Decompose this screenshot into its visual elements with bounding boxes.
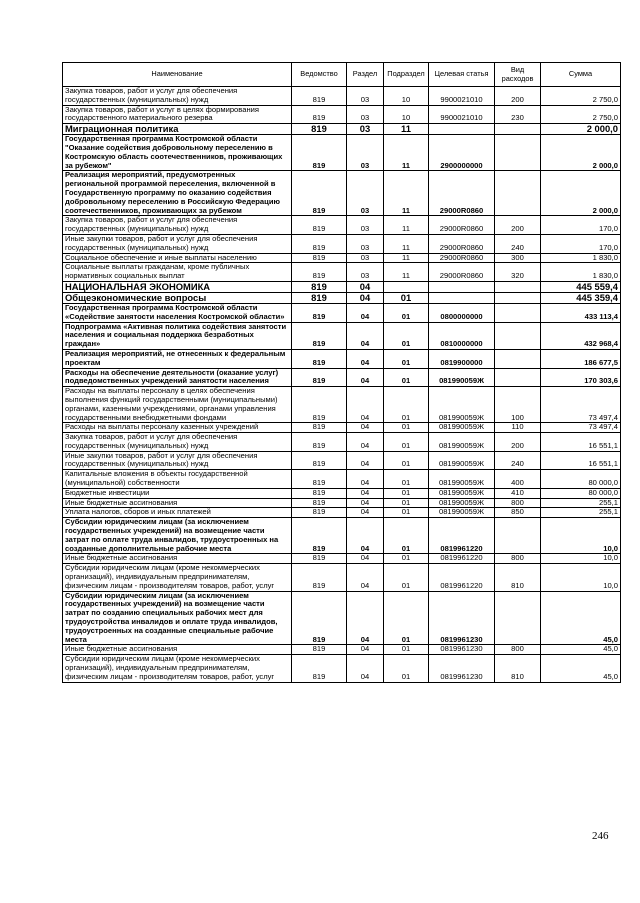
row-amount-cell: 10,0: [541, 564, 621, 591]
table-row: [63, 554, 621, 564]
row-subsection-cell: 01: [384, 655, 429, 682]
row-expense-type-cell: [495, 518, 541, 554]
row-name-cell: Государственная программа Костромской области «Содействие занятости населения Костромской области»: [63, 303, 292, 322]
row-name-cell: Иные бюджетные ассигнования: [63, 645, 292, 655]
row-subsection-cell: 11: [384, 135, 429, 171]
row-subsection-cell: 11: [384, 216, 429, 235]
row-amount-cell: 445 559,4: [541, 281, 621, 292]
header-department: Ведомство: [292, 63, 347, 87]
row-subsection-cell: 01: [384, 498, 429, 508]
row-section-cell: 03: [347, 87, 384, 106]
row-expense-type-cell: 240: [495, 451, 541, 470]
header-name: Наименование: [63, 63, 292, 87]
row-section-cell: 03: [347, 216, 384, 235]
row-department-cell: 819: [292, 451, 347, 470]
row-department-cell: 819: [292, 387, 347, 423]
row-subsection-cell: 01: [384, 518, 429, 554]
table-row: [63, 263, 621, 282]
header-target-article: Целевая статья: [429, 63, 495, 87]
row-expense-type-cell: 240: [495, 234, 541, 253]
row-name-cell: Закупка товаров, работ и услуг для обеспечения государственных (муниципальных) нужд: [63, 433, 292, 452]
row-target-article-cell: 0819961220: [429, 518, 495, 554]
table-row: [63, 171, 621, 216]
row-subsection-cell: 11: [384, 263, 429, 282]
row-amount-cell: 255,1: [541, 508, 621, 518]
table-row: [63, 470, 621, 489]
row-expense-type-cell: 300: [495, 253, 541, 263]
table-row: [63, 508, 621, 518]
row-target-article-cell: 081990059Ж: [429, 498, 495, 508]
row-subsection-cell: 01: [384, 591, 429, 645]
row-expense-type-cell: 110: [495, 423, 541, 433]
row-expense-type-cell: 320: [495, 263, 541, 282]
row-department-cell: 819: [292, 470, 347, 489]
row-name-cell: Расходы на выплаты персоналу в целях обеспечения выполнения функций государственными (муниципальными) органами, казенными учреждениями, органами управления государственными внебюджетными фондами: [63, 387, 292, 423]
row-department-cell: 819: [292, 135, 347, 171]
table-row: [63, 216, 621, 235]
row-expense-type-cell: [495, 171, 541, 216]
row-name-cell: Реализация мероприятий, предусмотренных региональной программой переселения, включенной в Государственную программу по оказанию содействия добровольному переселению в Российскую Федерацию соотечественников, проживающих за рубежом: [63, 171, 292, 216]
row-section-cell: 03: [347, 124, 384, 135]
row-subsection-cell: 01: [384, 322, 429, 349]
row-amount-cell: 2 000,0: [541, 171, 621, 216]
row-section-cell: 04: [347, 518, 384, 554]
row-section-cell: 04: [347, 292, 384, 303]
row-expense-type-cell: 800: [495, 645, 541, 655]
row-name-cell: Реализация мероприятий, не отнесенных к федеральным проектам: [63, 349, 292, 368]
row-section-cell: 03: [347, 263, 384, 282]
row-name-cell: Подпрограмма «Активная политика содействия занятости населения и социальная поддержка безработных граждан»: [63, 322, 292, 349]
row-amount-cell: 170,0: [541, 216, 621, 235]
row-section-cell: 03: [347, 135, 384, 171]
row-section-cell: 03: [347, 234, 384, 253]
table-row: [63, 322, 621, 349]
row-department-cell: 819: [292, 645, 347, 655]
row-expense-type-cell: 230: [495, 105, 541, 124]
row-target-article-cell: [429, 292, 495, 303]
row-expense-type-cell: 200: [495, 433, 541, 452]
row-expense-type-cell: 100: [495, 387, 541, 423]
row-subsection-cell: 01: [384, 508, 429, 518]
row-expense-type-cell: [495, 591, 541, 645]
row-expense-type-cell: [495, 303, 541, 322]
row-department-cell: 819: [292, 655, 347, 682]
row-target-article-cell: 0819961220: [429, 564, 495, 591]
table-row: [63, 135, 621, 171]
row-department-cell: 819: [292, 87, 347, 106]
row-subsection-cell: 01: [384, 433, 429, 452]
row-name-cell: Субсидии юридическим лицам (за исключением государственных учреждений) на возмещение части затрат по оплате труда инвалидов, трудоустроенных на созданные дополнительные рабочие места: [63, 518, 292, 554]
row-name-cell: Социальные выплаты гражданам, кроме публичных нормативных социальных выплат: [63, 263, 292, 282]
row-target-article-cell: 29000R0860: [429, 253, 495, 263]
row-subsection-cell: 01: [384, 292, 429, 303]
row-expense-type-cell: 200: [495, 216, 541, 235]
row-subsection-cell: 01: [384, 564, 429, 591]
row-amount-cell: 73 497,4: [541, 387, 621, 423]
row-name-cell: НАЦИОНАЛЬНАЯ ЭКОНОМИКА: [63, 281, 292, 292]
row-target-article-cell: 29000R0860: [429, 234, 495, 253]
table-row: [63, 124, 621, 135]
row-department-cell: 819: [292, 591, 347, 645]
row-subsection-cell: 11: [384, 124, 429, 135]
table-row: [63, 105, 621, 124]
row-name-cell: Бюджетные инвестиции: [63, 488, 292, 498]
row-department-cell: 819: [292, 124, 347, 135]
row-target-article-cell: 0819900000: [429, 349, 495, 368]
row-amount-cell: 1 830,0: [541, 253, 621, 263]
row-name-cell: Общеэкономические вопросы: [63, 292, 292, 303]
row-amount-cell: 1 830,0: [541, 263, 621, 282]
row-amount-cell: 80 000,0: [541, 470, 621, 489]
row-expense-type-cell: [495, 135, 541, 171]
row-expense-type-cell: 800: [495, 498, 541, 508]
header-expense-type: Вид расходов: [495, 63, 541, 87]
row-amount-cell: 10,0: [541, 518, 621, 554]
row-department-cell: 819: [292, 554, 347, 564]
row-department-cell: 819: [292, 263, 347, 282]
budget-table-sheet: [62, 62, 620, 683]
table-row: [63, 281, 621, 292]
row-subsection-cell: 11: [384, 253, 429, 263]
row-name-cell: Иные бюджетные ассигнования: [63, 498, 292, 508]
row-name-cell: Субсидии юридическим лицам (кроме некоммерческих организаций), индивидуальным предпринимателям, физическим лицам - производителям товаров, работ, услуг: [63, 655, 292, 682]
row-section-cell: 04: [347, 387, 384, 423]
row-expense-type-cell: [495, 124, 541, 135]
row-department-cell: 819: [292, 518, 347, 554]
header-amount: Сумма: [541, 63, 621, 87]
table-row: [63, 433, 621, 452]
row-amount-cell: 16 551,1: [541, 451, 621, 470]
row-target-article-cell: 0819961230: [429, 655, 495, 682]
table-row: [63, 253, 621, 263]
table-body: [63, 87, 621, 683]
row-target-article-cell: 081990059Ж: [429, 451, 495, 470]
row-department-cell: 819: [292, 564, 347, 591]
row-name-cell: Социальное обеспечение и иные выплаты населению: [63, 253, 292, 263]
row-department-cell: 819: [292, 281, 347, 292]
row-section-cell: 03: [347, 105, 384, 124]
row-department-cell: 819: [292, 105, 347, 124]
row-department-cell: 819: [292, 216, 347, 235]
row-expense-type-cell: 410: [495, 488, 541, 498]
row-department-cell: 819: [292, 433, 347, 452]
table-row: [63, 387, 621, 423]
row-amount-cell: 16 551,1: [541, 433, 621, 452]
row-amount-cell: 170 303,6: [541, 368, 621, 387]
header-section: Раздел: [347, 63, 384, 87]
row-department-cell: 819: [292, 349, 347, 368]
row-section-cell: 04: [347, 488, 384, 498]
row-target-article-cell: 29000R0860: [429, 171, 495, 216]
row-name-cell: Закупка товаров, работ и услуг для обеспечения государственных (муниципальных) нужд: [63, 87, 292, 106]
row-amount-cell: 170,0: [541, 234, 621, 253]
row-name-cell: Государственная программа Костромской области "Оказание содействия добровольному переселению в Костромскую область соотечественников, проживающих за рубежом": [63, 135, 292, 171]
row-target-article-cell: 081990059Ж: [429, 423, 495, 433]
row-subsection-cell: 10: [384, 105, 429, 124]
row-name-cell: Расходы на выплаты персоналу казенных учреждений: [63, 423, 292, 433]
row-department-cell: 819: [292, 423, 347, 433]
page-number: 246: [592, 830, 609, 842]
row-name-cell: Миграционная политика: [63, 124, 292, 135]
row-target-article-cell: 9900021010: [429, 105, 495, 124]
table-row: [63, 645, 621, 655]
row-section-cell: 04: [347, 451, 384, 470]
row-amount-cell: 2 750,0: [541, 87, 621, 106]
row-department-cell: 819: [292, 322, 347, 349]
row-amount-cell: 186 677,5: [541, 349, 621, 368]
row-amount-cell: 10,0: [541, 554, 621, 564]
row-department-cell: 819: [292, 253, 347, 263]
row-department-cell: 819: [292, 292, 347, 303]
row-target-article-cell: 081990059Ж: [429, 368, 495, 387]
row-amount-cell: 80 000,0: [541, 488, 621, 498]
row-name-cell: Иные бюджетные ассигнования: [63, 554, 292, 564]
row-department-cell: 819: [292, 368, 347, 387]
row-target-article-cell: [429, 281, 495, 292]
row-subsection-cell: 01: [384, 554, 429, 564]
row-amount-cell: 2 000,0: [541, 135, 621, 171]
row-target-article-cell: 2900000000: [429, 135, 495, 171]
table-row: [63, 234, 621, 253]
row-amount-cell: 45,0: [541, 655, 621, 682]
row-name-cell: Расходы на обеспечение деятельности (оказание услуг) подведомственных учреждений занятости населения: [63, 368, 292, 387]
table-row: [63, 564, 621, 591]
row-target-article-cell: 0819961230: [429, 591, 495, 645]
row-target-article-cell: 081990059Ж: [429, 387, 495, 423]
row-expense-type-cell: 400: [495, 470, 541, 489]
row-amount-cell: 445 359,4: [541, 292, 621, 303]
header-subsection: Подраздел: [384, 63, 429, 87]
row-department-cell: 819: [292, 303, 347, 322]
row-expense-type-cell: 850: [495, 508, 541, 518]
table-header-row: [63, 63, 621, 87]
row-name-cell: Закупка товаров, работ и услуг для обеспечения государственных (муниципальных) нужд: [63, 216, 292, 235]
row-department-cell: 819: [292, 171, 347, 216]
row-subsection-cell: 01: [384, 368, 429, 387]
row-target-article-cell: 29000R0860: [429, 216, 495, 235]
row-subsection-cell: 01: [384, 303, 429, 322]
row-subsection-cell: 01: [384, 488, 429, 498]
row-subsection-cell: 01: [384, 423, 429, 433]
row-subsection-cell: 10: [384, 87, 429, 106]
row-amount-cell: 73 497,4: [541, 423, 621, 433]
row-department-cell: 819: [292, 234, 347, 253]
row-target-article-cell: 081990059Ж: [429, 470, 495, 489]
table-row: [63, 87, 621, 106]
row-department-cell: 819: [292, 488, 347, 498]
row-subsection-cell: 01: [384, 645, 429, 655]
table-row: [63, 303, 621, 322]
row-section-cell: 04: [347, 349, 384, 368]
row-expense-type-cell: [495, 349, 541, 368]
row-section-cell: 04: [347, 281, 384, 292]
row-target-article-cell: 0810000000: [429, 322, 495, 349]
table-row: [63, 655, 621, 682]
row-subsection-cell: 01: [384, 470, 429, 489]
row-section-cell: 04: [347, 645, 384, 655]
row-expense-type-cell: [495, 322, 541, 349]
table-row: [63, 423, 621, 433]
row-expense-type-cell: 810: [495, 564, 541, 591]
row-section-cell: 04: [347, 508, 384, 518]
row-section-cell: 04: [347, 423, 384, 433]
row-target-article-cell: [429, 124, 495, 135]
row-target-article-cell: 081990059Ж: [429, 433, 495, 452]
row-subsection-cell: 01: [384, 451, 429, 470]
row-section-cell: 04: [347, 322, 384, 349]
row-section-cell: 04: [347, 470, 384, 489]
row-amount-cell: 432 968,4: [541, 322, 621, 349]
row-target-article-cell: 0819961220: [429, 554, 495, 564]
row-name-cell: Субсидии юридическим лицам (за исключением государственных учреждений) на возмещение части затрат по созданию специальных рабочих мест для трудоустройства инвалидов и оплате труда инвалидов, трудоустроенных на созданные специальные рабочие места: [63, 591, 292, 645]
row-department-cell: 819: [292, 508, 347, 518]
row-amount-cell: 2 750,0: [541, 105, 621, 124]
row-section-cell: 04: [347, 433, 384, 452]
row-target-article-cell: 0800000000: [429, 303, 495, 322]
row-expense-type-cell: [495, 292, 541, 303]
table-row: [63, 518, 621, 554]
row-section-cell: 04: [347, 368, 384, 387]
row-name-cell: Иные закупки товаров, работ и услуг для обеспечения государственных (муниципальных) нужд: [63, 451, 292, 470]
table-row: [63, 349, 621, 368]
row-section-cell: 04: [347, 303, 384, 322]
row-section-cell: 04: [347, 655, 384, 682]
row-amount-cell: 2 000,0: [541, 124, 621, 135]
row-target-article-cell: 081990059Ж: [429, 508, 495, 518]
row-section-cell: 04: [347, 554, 384, 564]
row-amount-cell: 255,1: [541, 498, 621, 508]
row-name-cell: Закупка товаров, работ и услуг в целях формирования государственного материального резерва: [63, 105, 292, 124]
row-amount-cell: 433 113,4: [541, 303, 621, 322]
row-expense-type-cell: [495, 281, 541, 292]
table-row: [63, 498, 621, 508]
row-subsection-cell: 01: [384, 349, 429, 368]
row-amount-cell: 45,0: [541, 645, 621, 655]
table-row: [63, 591, 621, 645]
row-subsection-cell: 01: [384, 387, 429, 423]
row-section-cell: 04: [347, 591, 384, 645]
row-target-article-cell: 29000R0860: [429, 263, 495, 282]
budget-table: [62, 62, 621, 683]
row-subsection-cell: [384, 281, 429, 292]
row-section-cell: 03: [347, 253, 384, 263]
row-target-article-cell: 9900021010: [429, 87, 495, 106]
row-department-cell: 819: [292, 498, 347, 508]
row-name-cell: Иные закупки товаров, работ и услуг для обеспечения государственных (муниципальных) нужд: [63, 234, 292, 253]
row-name-cell: Субсидии юридическим лицам (кроме некоммерческих организаций), индивидуальным предпринимателям, физическим лицам - производителям товаров, работ, услуг: [63, 564, 292, 591]
row-target-article-cell: 081990059Ж: [429, 488, 495, 498]
table-row: [63, 451, 621, 470]
table-row: [63, 488, 621, 498]
row-amount-cell: 45,0: [541, 591, 621, 645]
row-expense-type-cell: [495, 368, 541, 387]
row-subsection-cell: 11: [384, 234, 429, 253]
table-row: [63, 292, 621, 303]
row-expense-type-cell: 800: [495, 554, 541, 564]
row-name-cell: Капитальные вложения в объекты государственной (муниципальной) собственности: [63, 470, 292, 489]
row-section-cell: 03: [347, 171, 384, 216]
row-section-cell: 04: [347, 498, 384, 508]
row-name-cell: Уплата налогов, сборов и иных платежей: [63, 508, 292, 518]
row-subsection-cell: 11: [384, 171, 429, 216]
row-section-cell: 04: [347, 564, 384, 591]
row-expense-type-cell: 810: [495, 655, 541, 682]
row-expense-type-cell: 200: [495, 87, 541, 106]
row-target-article-cell: 0819961230: [429, 645, 495, 655]
table-row: [63, 368, 621, 387]
